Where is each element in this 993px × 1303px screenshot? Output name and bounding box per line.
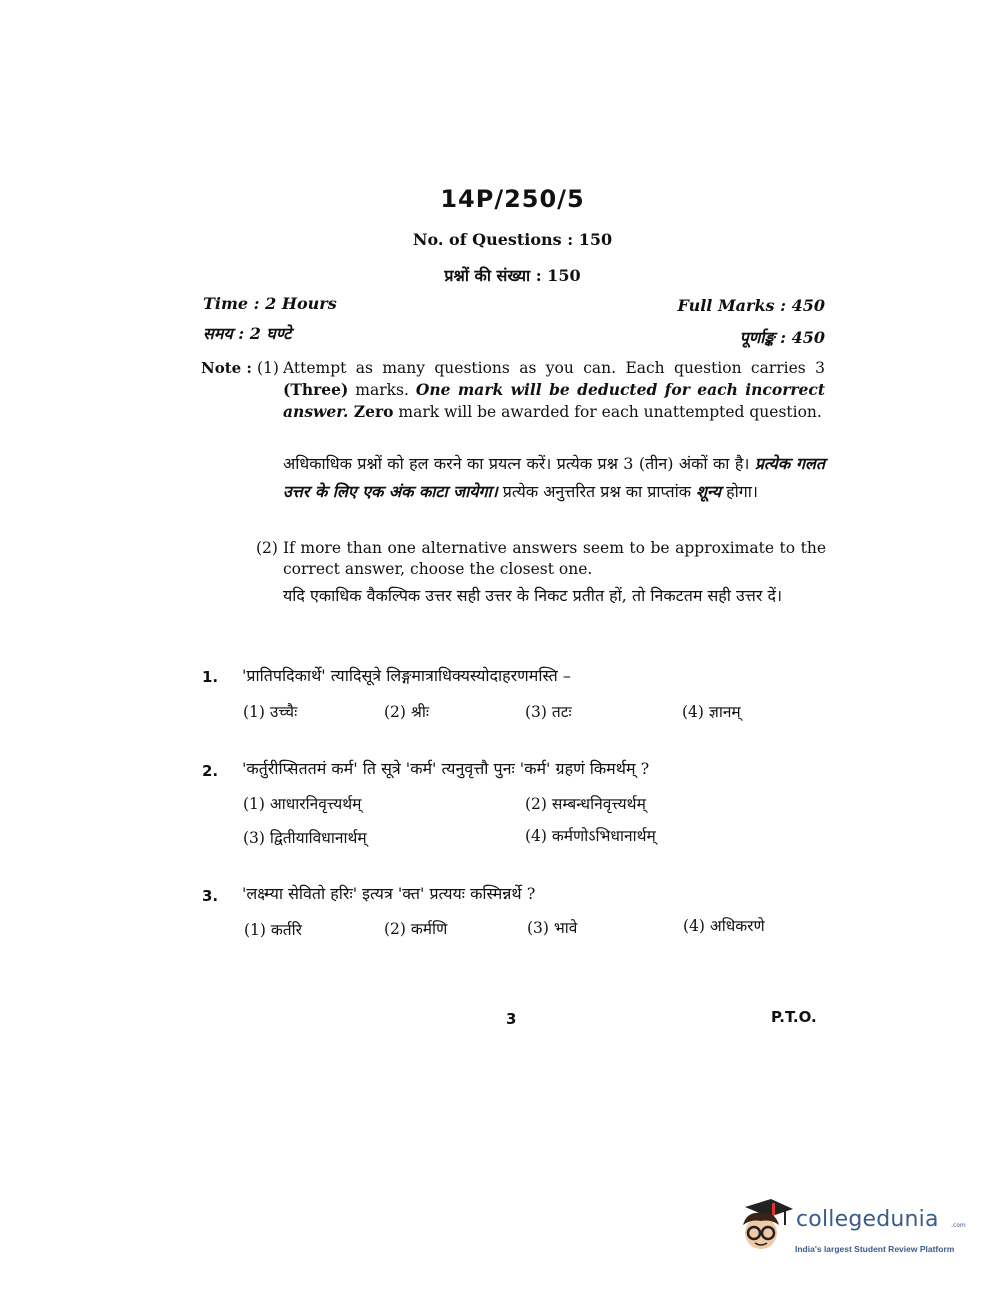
question-text: 'कर्तुरीप्सिततमं कर्म' ति सूत्रे 'कर्म' त्यनुवृत्तौ पुनः 'कर्म' ग्रहणं किमर्थम् ?: [242, 759, 650, 778]
note-1-zero: Zero: [348, 402, 394, 421]
note-1-part: Attempt as many questions as you can. Each question carries 3: [283, 359, 825, 377]
question-option: (4) कर्मणोऽभिधानार्थम्: [525, 827, 656, 845]
full-marks-en: Full Marks : 450: [677, 296, 825, 315]
note-1-part: marks.: [348, 381, 416, 399]
note-1-hi-penalty: प्रत्येक गलत उत्तर के लिए एक अंक काटा जायेगा।: [283, 454, 825, 501]
note-1-text: [283, 358, 825, 423]
logo-domain: .com: [951, 1222, 966, 1229]
question-option: (2) सम्बन्धनिवृत्त्यर्थम्: [525, 795, 646, 813]
note-1-three: (Three): [283, 380, 349, 399]
question-text: 'प्रातिपदिकार्थे' त्यादिसूत्रे लिङ्गमात्राधिक्यस्योदाहरणमस्ति –: [242, 666, 571, 685]
note-1-number: (1): [257, 359, 279, 377]
time-en: Time : 2 Hours: [203, 294, 337, 313]
question-option: (4) ज्ञानम्: [682, 703, 741, 721]
question-option: (3) भावे: [527, 919, 578, 937]
note-1-en: [257, 358, 825, 423]
question-option: (1) कर्तरि: [244, 921, 302, 939]
note-2-hi: यदि एकाधिक वैकल्पिक उत्तर सही उत्तर के निकट प्रतीत हों, तो निकटतम सही उत्तर दें।: [283, 586, 783, 605]
num-questions-en: No. of Questions : 150: [412, 230, 613, 249]
note-2-number: (2): [256, 539, 278, 557]
note-2-text: If more than one alternative answers seem to be approximate to the correct answer, choose the closest one.: [283, 539, 826, 578]
question-option: (4) अधिकरणे: [683, 917, 765, 935]
note-1-hi-part: होगा।: [720, 482, 758, 501]
question-text: 'लक्ष्म्या सेवितो हरिः' इत्यत्र 'क्त' प्रत्ययः कस्मिन्नर्थे ?: [242, 884, 536, 903]
paper-code: 14P/250/5: [440, 185, 585, 213]
full-marks-hi: पूर्णाङ्क : 450: [739, 328, 825, 347]
note-1-hi-part: अधिकाधिक प्रश्नों को हल करने का प्रयत्न करें। प्रत्येक प्रश्न 3 (तीन) अंकों का है।: [283, 454, 755, 473]
page-number: 3: [506, 1010, 517, 1028]
question-number: 1.: [202, 668, 219, 686]
note-2-en: [256, 538, 826, 580]
note-1-part: mark will be awarded for each unattempted question.: [393, 403, 822, 421]
question-option: (3) तटः: [525, 703, 572, 721]
pto-label: P.T.O.: [771, 1008, 817, 1026]
note-1-penalty: One mark will be deducted for each incorrect answer.: [283, 380, 825, 421]
question-option: (2) श्रीः: [384, 703, 430, 721]
note-1-hi-part: प्रत्येक अनुत्तरित प्रश्न का प्राप्तांक: [497, 482, 697, 501]
note-1-hi: [283, 450, 825, 506]
question-option: (1) उच्चैः: [243, 703, 298, 721]
mascot-icon: [735, 1195, 795, 1267]
question-number: 3.: [202, 887, 219, 905]
time-hi: समय : 2 घण्टे: [203, 324, 292, 343]
question-option: (3) द्वितीयाविधानार्थम्: [243, 829, 367, 847]
question-option: (2) कर्मणि: [384, 920, 448, 938]
question-number: 2.: [202, 762, 219, 780]
note-1-hi-zero: शून्य: [696, 482, 721, 501]
note-label: Note :: [201, 359, 252, 377]
num-questions-hi: प्रश्नों की संख्या : 150: [444, 266, 581, 285]
question-option: (1) आधारनिवृत्त्यर्थम्: [243, 795, 362, 813]
logo-name: collegedunia: [796, 1207, 939, 1232]
logo-tagline: India's largest Student Review Platform: [795, 1244, 955, 1254]
